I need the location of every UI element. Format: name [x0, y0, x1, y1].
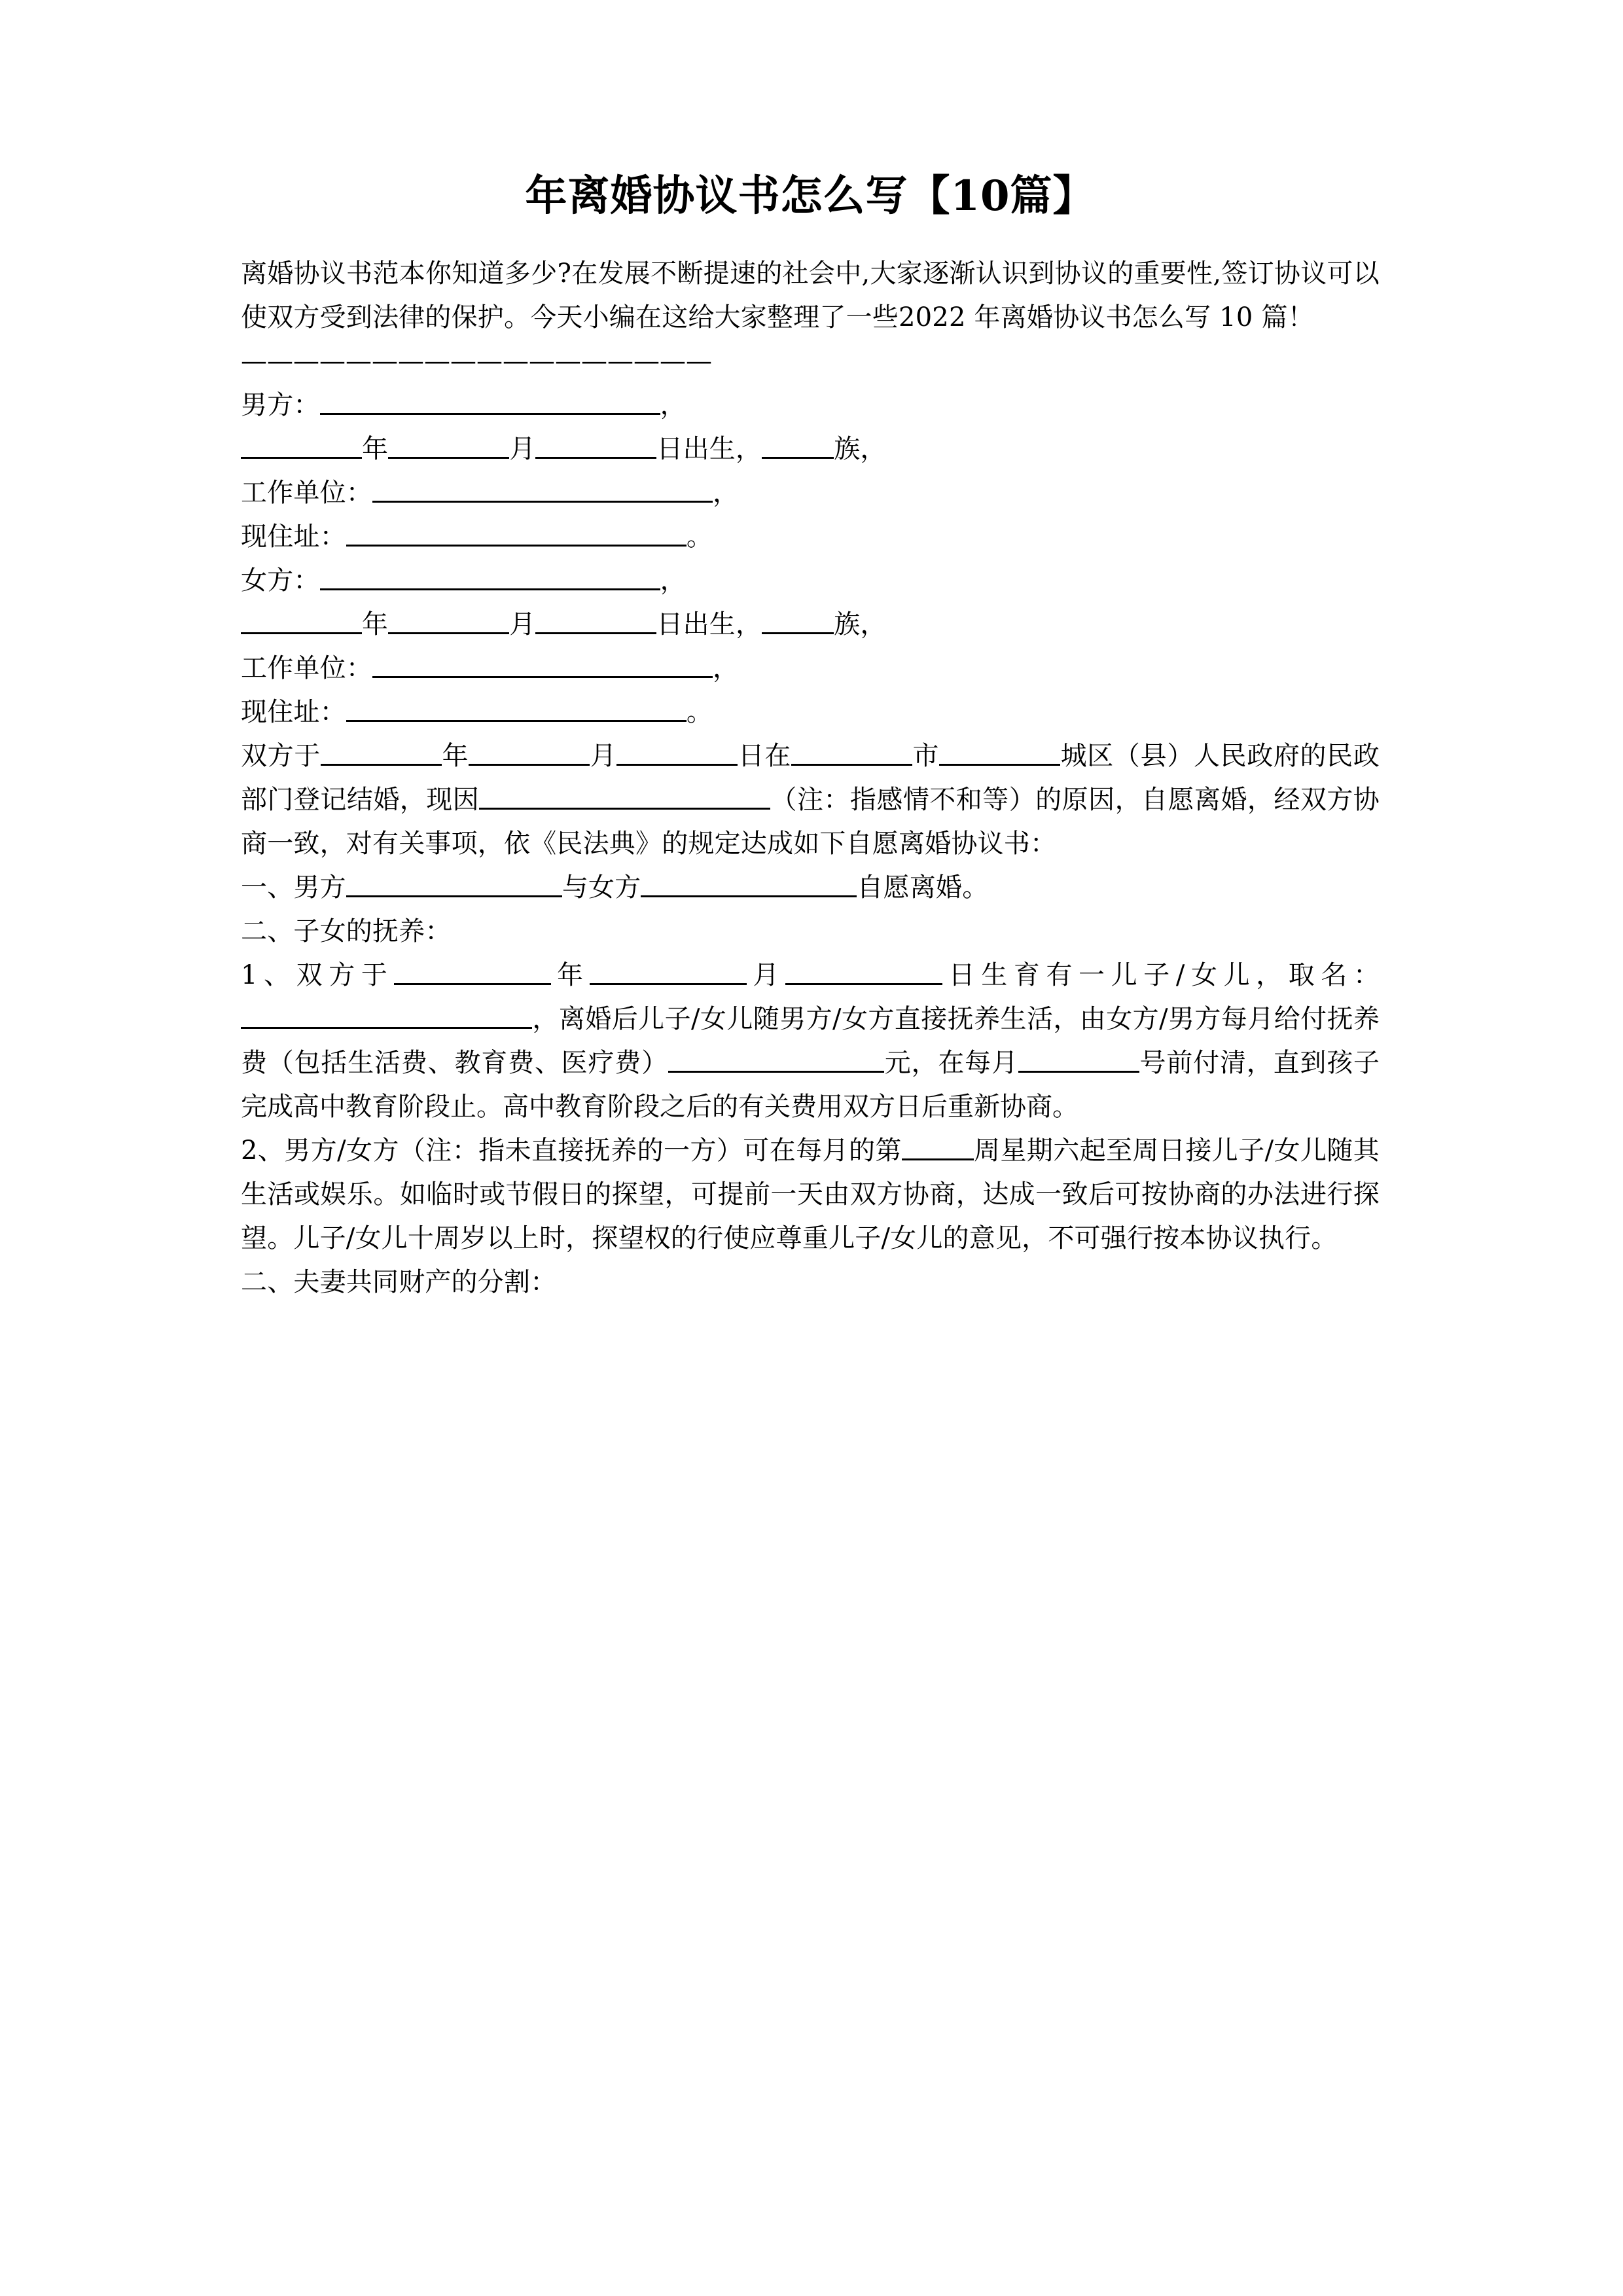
- marriage-p7: （注：指感情不和等）的原因，自愿离婚，经双方协商一致，对有关事项，依《民法典》的规定达成如下自愿离婚协议书：: [241, 784, 1380, 859]
- husband-birth-row: [241, 427, 1380, 471]
- husband-address-suffix: 。: [686, 521, 713, 552]
- marriage-day-blank[interactable]: [616, 737, 738, 766]
- wife-birth-day-blank[interactable]: [535, 605, 656, 634]
- husband-workplace-label: 工作单位：: [241, 477, 372, 508]
- husband-workplace-row: [241, 471, 1380, 515]
- husband-birth-year-unit: 年: [362, 433, 389, 464]
- husband-birth-year-blank[interactable]: [241, 430, 362, 459]
- item-1-p5: ，离婚后儿子/女儿随男方/女方直接抚养生活，由女方/男方每月给付抚养费（包括生活费、教育费、医疗费）: [241, 1003, 1380, 1078]
- item-1-p6: 元，在每月: [883, 1047, 1018, 1078]
- wife-address-blank[interactable]: [346, 693, 687, 722]
- husband-address-blank[interactable]: [346, 518, 687, 547]
- marriage-p3: 月: [590, 740, 617, 771]
- marriage-p2: 年: [441, 740, 469, 771]
- wife-address-suffix: 。: [686, 696, 713, 727]
- marriage-p4: 日在: [738, 740, 792, 771]
- item-1-p4: 日生育有一儿子/女儿，取名：: [942, 960, 1380, 990]
- item-1-birth-year-blank[interactable]: [394, 956, 551, 985]
- item-1-p2: 年: [550, 960, 590, 990]
- wife-birth-row: [241, 603, 1380, 647]
- wife-birth-month-unit: 月: [509, 609, 536, 639]
- marriage-reason-blank[interactable]: [479, 781, 770, 810]
- wife-workplace-label: 工作单位：: [241, 653, 372, 683]
- husband-birth-day-blank[interactable]: [535, 430, 656, 459]
- husband-name-suffix: ，: [660, 389, 687, 420]
- wife-address-label: 现住址：: [241, 696, 346, 727]
- item-1-birth-day-blank[interactable]: [785, 956, 942, 985]
- husband-ethnicity-unit: 族，: [834, 433, 887, 464]
- wife-name-row: [241, 559, 1380, 603]
- item-2-week-blank[interactable]: [902, 1132, 974, 1160]
- wife-birth-month-blank[interactable]: [388, 605, 509, 634]
- marriage-p6: 城区（县）人民政府的民政部门登记结婚，现因: [241, 740, 1380, 815]
- husband-ethnicity-blank[interactable]: [762, 430, 834, 459]
- marriage-p1: 双方于: [241, 740, 321, 771]
- marriage-city-blank[interactable]: [791, 737, 912, 766]
- wife-name-blank[interactable]: [320, 562, 660, 590]
- wife-birth-day-unit: 日出生，: [656, 609, 762, 639]
- husband-address-row: [241, 515, 1380, 559]
- wife-birth-year-blank[interactable]: [241, 605, 362, 634]
- custody-item-1: [241, 954, 1380, 1129]
- husband-workplace-blank[interactable]: [372, 474, 713, 503]
- item-1-child-name-blank[interactable]: [241, 1000, 532, 1029]
- separator-rule: ——————————————————: [241, 346, 712, 376]
- husband-name-row: [241, 384, 1380, 427]
- item-1-p3: 月: [746, 960, 785, 990]
- husband-birth-day-unit: 日出生，: [656, 433, 762, 464]
- wife-workplace-row: [241, 647, 1380, 691]
- item-1-support-amount-blank[interactable]: [668, 1044, 884, 1073]
- husband-birth-month-blank[interactable]: [388, 430, 509, 459]
- marriage-year-blank[interactable]: [321, 737, 442, 766]
- page-title: 年离婚协议书怎么写【10篇】: [525, 171, 1096, 221]
- clause-property-division-heading: 二、夫妻共同财产的分割：: [241, 1266, 557, 1297]
- wife-name-suffix: ，: [660, 565, 687, 596]
- clause-1-p1: 一、男方: [241, 872, 346, 903]
- clause-divorce-consent: [241, 866, 1380, 910]
- husband-name-label: 男方：: [241, 389, 320, 420]
- wife-workplace-blank[interactable]: [372, 649, 713, 678]
- clause-1-p3: 自愿离婚。: [857, 872, 989, 903]
- wife-birth-year-unit: 年: [362, 609, 389, 639]
- item-1-p7: 号前付清，直到孩子完成高中教育阶段止。高中教育阶段之后的有关费用双方日后重新协商。: [241, 1047, 1380, 1122]
- wife-ethnicity-unit: 族，: [834, 609, 887, 639]
- clause-1-p2: 与女方: [562, 872, 641, 903]
- husband-name-blank[interactable]: [320, 386, 660, 415]
- item-1-birth-month-blank[interactable]: [590, 956, 747, 985]
- item-1-p1: 1、双方于: [241, 960, 394, 990]
- wife-name-label: 女方：: [241, 565, 320, 596]
- clause-child-custody-heading: 二、子女的抚养：: [241, 916, 452, 946]
- husband-workplace-suffix: ，: [713, 477, 740, 508]
- item-2-p2: 周星期六起至周日接儿子/女儿随其生活或娱乐。如临时或节假日的探望，可提前一天由双方协商，达成一致后可按协商的办法进行探望。儿子/女儿十周岁以上时，探望权的行使应尊重儿子/女儿的意见，不可强行按本协议执行。: [241, 1135, 1380, 1253]
- document-content: [241, 0, 1380, 1304]
- husband-address-label: 现住址：: [241, 521, 346, 552]
- marriage-month-blank[interactable]: [469, 737, 590, 766]
- clause-1-wife-blank[interactable]: [641, 869, 857, 897]
- item-1-payment-day-blank[interactable]: [1018, 1044, 1139, 1073]
- clause-1-husband-blank[interactable]: [346, 869, 562, 897]
- custody-item-2: [241, 1129, 1380, 1261]
- item-2-p1: 2、男方/女方（注：指未直接抚养的一方）可在每月的第: [241, 1135, 902, 1166]
- marriage-registration-paragraph: [241, 734, 1380, 866]
- marriage-p5: 市: [912, 740, 940, 771]
- marriage-district-blank[interactable]: [939, 737, 1060, 766]
- wife-address-row: [241, 691, 1380, 734]
- wife-ethnicity-blank[interactable]: [762, 605, 834, 634]
- husband-birth-month-unit: 月: [509, 433, 536, 464]
- intro-paragraph: 离婚协议书范本你知道多少?在发展不断提速的社会中,大家逐渐认识到协议的重要性,签订协议可以使双方受到法律的保护。今天小编在这给大家整理了一些2022 年离婚协议书怎么写 10 篇！: [241, 258, 1380, 332]
- wife-workplace-suffix: ，: [713, 653, 740, 683]
